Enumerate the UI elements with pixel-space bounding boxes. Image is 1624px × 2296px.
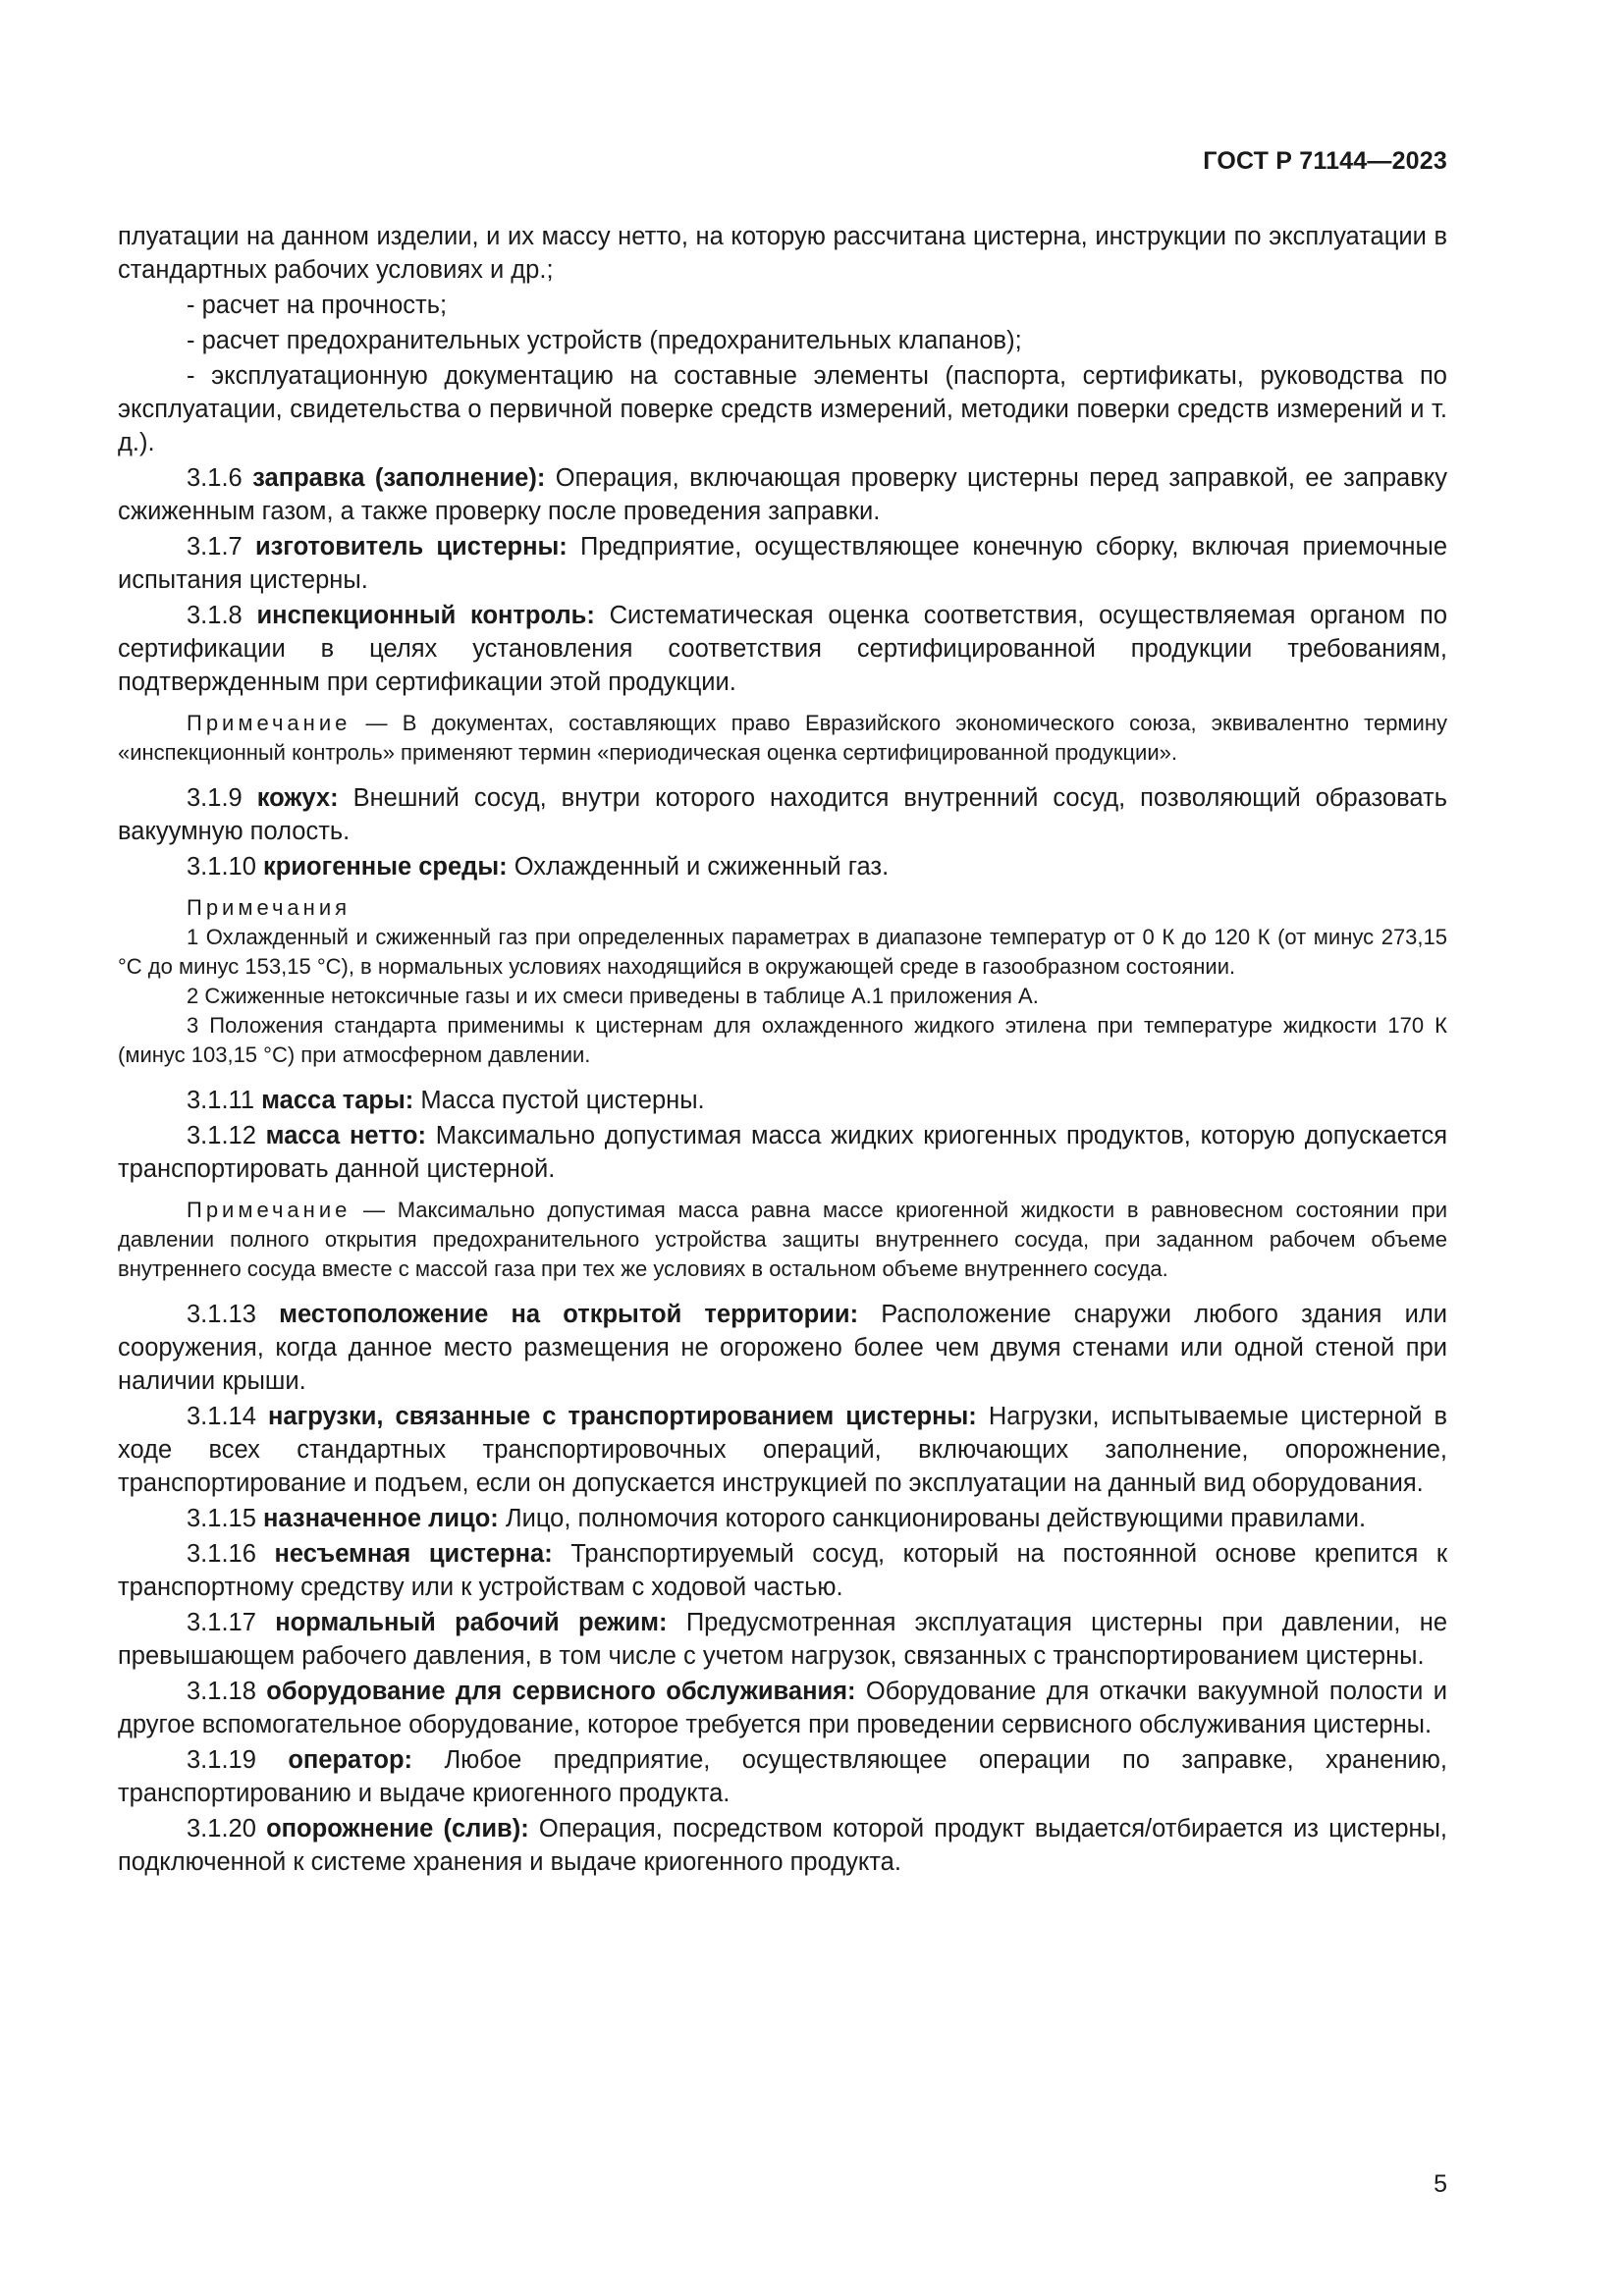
definition-term: криогенные среды: [263,853,508,881]
document-header: ГОСТ Р 71144—2023 [1203,147,1447,175]
definition-text: Расположение снаружи любого здания или сооружения, когда данное место размещения не огорожено более чем двумя стенами или одной стеной при наличии крыши. [118,1301,1447,1395]
definition-text: Операция, включающая проверку цистерны перед заправкой, ее заправку сжиженным газом, а также проверку после проведения заправки. [118,464,1447,525]
intro-bullet: - расчет на прочность; [187,292,448,319]
note-label: Примечание [187,711,352,735]
definition-number: 3.1.11 [187,1087,255,1114]
notes-3-1-10 [118,893,1447,1070]
definition-3-1-11 [118,1084,1447,1117]
definition-term: оборудование для сервисного обслуживания: [266,1678,856,1705]
note-item: 1 Охлажденный и сжиженный газ при определенных параметрах в диапазоне температур от 0 К до 120 К (от минус 273,15 °С до минус 153,15 °С), в нормальных условиях находящийся в окружающей среде в газообразном состоянии. [118,925,1447,979]
definition-term: изготовитель цистерны: [254,533,568,561]
definition-3-1-14 [118,1400,1447,1500]
definition-text: Оборудование для откачки вакуумной полости и другое вспомогательное оборудование, которое требуется при проведении сервисного обслуживания цистерны. [118,1678,1447,1738]
definition-term: нормальный рабочий режим: [275,1609,668,1636]
definition-term: назначенное лицо: [263,1505,499,1532]
definition-number: 3.1.6 [187,464,243,492]
definition-term: местоположение на открытой территории: [279,1301,859,1328]
definition-text: Лицо, полномочия которого санкционированы действующими правилами. [505,1505,1367,1532]
definition-3-1-9 [118,781,1447,848]
note-text: — Максимально допустимая масса равна массе криогенной жидкости в равновесном состоянии при давлении полного открытия предохранительного устройства защиты внутреннего сосуда, при заданном рабочем объеме внутреннего сосуда вместе с массой газа при тех же условиях в остальном объеме внутреннего сосуда. [118,1198,1447,1281]
note-item: 2 Сжиженные нетоксичные газы и их смеси приведены в таблице А.1 приложения А. [187,984,1039,1008]
definition-number: 3.1.12 [187,1122,256,1149]
note-text: — В документах, составляющих право Евразийского экономического союза, эквивалентно термину «инспекционный контроль» применяют термин «периодическая оценка сертифицированной продукции». [118,711,1447,765]
definition-3-1-18 [118,1675,1447,1741]
document-body [118,220,1447,1881]
definition-text: Нагрузки, испытываемые цистерной в ходе всех стандартных транспортировочных операций, включающих заполнение, опорожнение, транспортирование и подъем, если он допускается инструкцией по эксплуатации на данный вид оборудования. [118,1403,1447,1497]
definition-3-1-10 [118,850,1447,883]
definition-number: 3.1.10 [187,853,256,881]
definition-number: 3.1.15 [187,1505,256,1532]
definition-number: 3.1.8 [187,602,243,629]
definition-term: заправка (заполнение): [252,464,546,492]
definition-number: 3.1.13 [187,1301,256,1328]
definition-text: Систематическая оценка соответствия, осуществляемая органом по сертификации в целях установления соответствия сертифицированной продукции требованиям, подтвержденным при сертификации этой продукции. [118,602,1448,696]
definition-term: масса нетто: [265,1122,426,1149]
definition-text: Охлажденный и сжиженный газ. [514,853,890,881]
definition-text: Транспортируемый сосуд, который на постоянной основе крепится к транспортному средству или к устройствам с ходовой частью. [118,1540,1448,1601]
definition-text: Масса пустой цистерны. [420,1087,705,1114]
definition-term: опорожнение (слив): [266,1815,529,1842]
definition-3-1-20 [118,1812,1447,1879]
definition-3-1-15 [118,1502,1447,1535]
definition-3-1-8 [118,599,1447,699]
definition-number: 3.1.9 [187,784,243,812]
note-label: Примечание [187,1198,352,1222]
note-3-1-8 [118,709,1447,768]
definition-3-1-16 [118,1537,1447,1604]
intro-paragraph: плуатации на данном изделии, и их массу нетто, на которую рассчитана цистерна, инструкции по эксплуатации в стандартных рабочих условиях и др.; [118,223,1447,284]
definition-number: 3.1.14 [187,1403,256,1430]
definition-number: 3.1.17 [187,1609,256,1636]
definition-text: Операция, посредством которой продукт выдается/отбирается из цистерны, подключенной к системе хранения и выдаче криогенного продукта. [118,1815,1447,1876]
definition-3-1-7 [118,530,1447,597]
definition-term: несъемная цистерна: [274,1540,553,1568]
note-3-1-12 [118,1196,1447,1284]
definition-number: 3.1.18 [187,1678,256,1705]
definition-3-1-17 [118,1606,1447,1673]
notes-label: Примечания [187,895,352,920]
definition-term: кожух: [256,784,339,812]
definition-number: 3.1.20 [187,1815,256,1842]
definition-term: оператор: [288,1746,413,1774]
definition-text: Любое предприятие, осуществляющее операции по заправке, хранению, транспортированию и выдаче криогенного продукта. [118,1746,1448,1807]
intro-bullet: - эксплуатационную документацию на составные элементы (паспорта, сертификаты, руководства по эксплуатации, свидетельства о первичной поверке средств измерений, методики поверки средств измерений и т. д.). [118,362,1447,456]
definition-number: 3.1.19 [187,1746,256,1774]
note-item: 3 Положения стандарта применимы к цистернам для охлажденного жидкого этилена при температуре жидкости 170 К (минус 103,15 °С) при атмосферном давлении. [118,1013,1447,1067]
definition-text: Максимально допустимая масса жидких криогенных продуктов, которую допускается транспортировать данной цистерной. [118,1122,1448,1183]
definition-text: Внешний сосуд, внутри которого находится внутренний сосуд, позволяющий образовать вакуумную полость. [118,784,1447,845]
definition-3-1-19 [118,1743,1447,1810]
definition-text: Предусмотренная эксплуатация цистерны при давлении, не превышающем рабочего давления, в том числе с учетом нагрузок, связанных с транспортированием цистерны. [118,1609,1447,1670]
intro-bullet: - расчет предохранительных устройств (предохранительных клапанов); [187,327,1022,354]
definition-term: масса тары: [261,1087,414,1114]
definition-term: инспекционный контроль: [256,602,595,629]
document-page [118,0,1447,2296]
definition-term: нагрузки, связанные с транспортированием цистерны: [267,1403,977,1430]
definition-text: Предприятие, осуществляющее конечную сборку, включая приемочные испытания цистерны. [118,533,1448,594]
page-number: 5 [1434,2170,1447,2198]
definition-3-1-12 [118,1119,1447,1186]
definition-3-1-13 [118,1298,1447,1398]
definition-number: 3.1.16 [187,1540,256,1568]
definition-3-1-6 [118,461,1447,528]
definition-number: 3.1.7 [187,533,243,561]
